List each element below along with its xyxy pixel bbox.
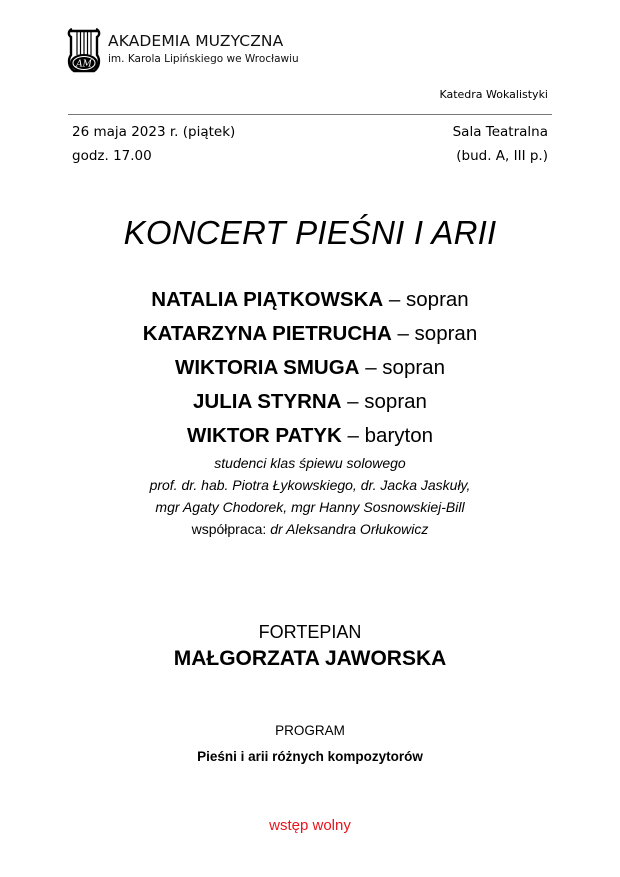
institution-name: AKADEMIA MUZYCZNA [108, 32, 284, 50]
collaboration-name: dr Aleksandra Orłukowicz [270, 521, 429, 537]
performer-name: WIKTORIA SMUGA [175, 356, 360, 379]
performer-name: WIKTOR PATYK [186, 424, 342, 447]
concert-title: KONCERT PIEŚNI I ARII [123, 214, 497, 251]
performer-item [0, 419, 620, 453]
event-venue: Sala Teatralna [452, 124, 548, 140]
performer-role: – sopran [391, 322, 478, 345]
institution-subtitle: im. Karola Lipińskiego we Wrocławiu [108, 53, 299, 65]
performer-role: – sopran [359, 356, 445, 379]
performer-name: JULIA STYRNA [193, 390, 342, 413]
performer-item [0, 351, 620, 385]
teachers-intro: studenci klas śpiewu solowego [214, 455, 406, 471]
program-label: PROGRAM [275, 723, 345, 738]
performer-name: NATALIA PIĄTKOWSKA [151, 288, 384, 311]
performer-name: KATARZYNA PIETRUCHA [142, 322, 392, 345]
teachers-block [0, 452, 620, 540]
event-date: 26 maja 2023 r. (piątek) [72, 124, 236, 140]
header-divider [68, 114, 552, 115]
collaboration-line [0, 518, 620, 540]
performer-role: – sopran [383, 288, 469, 311]
free-entry-note: wstęp wolny [269, 817, 351, 834]
event-venue-detail: (bud. A, III p.) [456, 148, 548, 164]
performer-list [0, 283, 620, 453]
teachers-names-2: mgr Agaty Chodorek, mgr Hanny Sosnowskiej-Bill [155, 499, 465, 515]
teachers-names-1: prof. dr. hab. Piotra Łykowskiego, dr. Jacka Jaskuły, [149, 477, 471, 493]
program-text: Pieśni i arii różnych kompozytorów [197, 749, 423, 764]
performer-item [0, 385, 620, 419]
svg-text:AM: AM [76, 59, 92, 70]
event-time: godz. 17.00 [72, 148, 152, 164]
performer-item [0, 283, 620, 317]
lyre-icon [66, 25, 102, 75]
performer-item [0, 317, 620, 351]
performer-role: – sopran [341, 390, 427, 413]
piano-label: FORTEPIAN [258, 622, 362, 642]
collaboration-label: współpraca: [191, 521, 271, 537]
performer-role: – baryton [341, 424, 434, 447]
pianist-name: MAŁGORZATA JAWORSKA [173, 647, 447, 670]
department-label: Katedra Wokalistyki [439, 88, 548, 101]
